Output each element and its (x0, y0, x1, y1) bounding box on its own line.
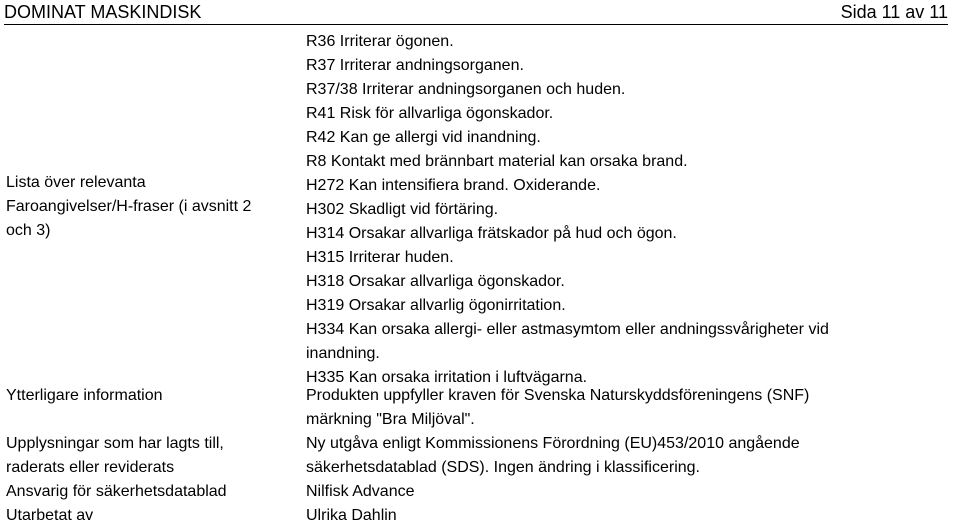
revisions-value (306, 432, 906, 480)
list-item: H315 Irriterar huden. (306, 249, 454, 266)
additional-info-label: Ytterligare information (6, 387, 163, 404)
list-item: R42 Kan ge allergi vid inandning. (306, 129, 541, 146)
list-item: H272 Kan intensifiera brand. Oxiderande. (306, 177, 601, 194)
value-line: Ny utgåva enligt Kommissionens Förordning (EU)453/2010 angående (306, 435, 800, 452)
page-number: Sida 11 av 11 (840, 2, 948, 22)
list-item: R36 Irriterar ögonen. (306, 33, 454, 50)
list-item: H302 Skadligt vid förtäring. (306, 201, 499, 218)
label-line: och 3) (6, 222, 51, 239)
list-item: R37 Irriterar andningsorganen. (306, 57, 524, 74)
revisions-label (6, 432, 286, 480)
value-line: Produkten uppfyller kraven för Svenska Naturskyddsföreningens (SNF) (306, 387, 810, 404)
responsible-label: Ansvarig för säkerhetsdatablad (6, 483, 227, 500)
label-line: Faroangivelser/H-fraser (i avsnitt 2 (6, 198, 252, 215)
page-header (4, 0, 948, 25)
list-item: R37/38 Irriterar andningsorganen och huden. (306, 81, 626, 98)
prepared-by-value: Ulrika Dahlin (306, 507, 397, 524)
list-item: H335 Kan orsaka irritation i luftvägarna. (306, 369, 588, 386)
label-line: Upplysningar som har lagts till, (6, 435, 224, 452)
list-item: H319 Orsakar allvarlig ögonirritation. (306, 297, 566, 314)
value-line: säkerhetsdatablad (SDS). Ingen ändring i klassificering. (306, 459, 700, 476)
label-line: Lista över relevanta (6, 174, 146, 191)
list-item: H318 Orsakar allvarliga ögonskador. (306, 273, 565, 290)
responsible-value: Nilfisk Advance (306, 483, 415, 500)
value-line: märkning "Bra Miljöval". (306, 411, 475, 428)
document-title: DOMINAT MASKINDISK (4, 2, 202, 22)
additional-info-value (306, 384, 906, 432)
prepared-by-label: Utarbetat av (6, 507, 94, 524)
list-item: inandning. (306, 345, 380, 362)
hazard-statements-list (306, 30, 906, 390)
list-item: R8 Kontakt med brännbart material kan orsaka brand. (306, 153, 688, 170)
list-item: H314 Orsakar allvarliga frätskador på hud och ögon. (306, 225, 677, 242)
list-item: R41 Risk för allvarliga ögonskador. (306, 105, 554, 122)
label-line: raderats eller reviderats (6, 459, 175, 476)
relevant-list-label (6, 171, 286, 243)
list-item: H334 Kan orsaka allergi- eller astmasymtom eller andningssvårigheter vid (306, 321, 829, 338)
